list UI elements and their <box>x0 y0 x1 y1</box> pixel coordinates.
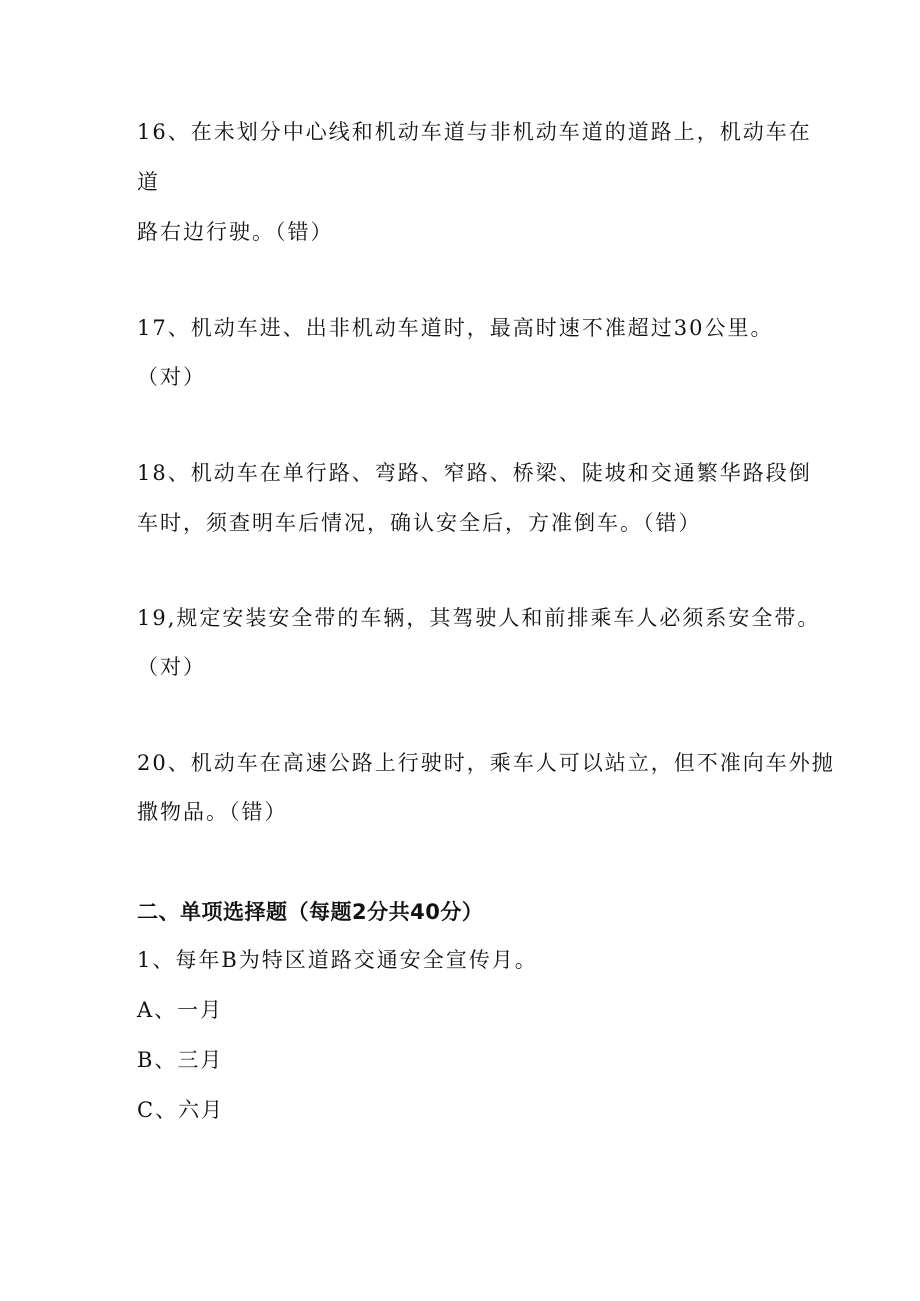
question-20-line-1: 20、机动车在高速公路上行驶时，乘车人可以站立，但不准向车外抛 <box>137 751 835 775</box>
question-20-line-2: 撒物品。（错） <box>137 800 288 824</box>
option-a: A、一月 <box>137 998 224 1022</box>
question-17-line-2: （对） <box>137 365 206 389</box>
choice-question-1: 1、每年B为特区道路交通安全宣传月。 <box>137 948 538 972</box>
question-16-line-1: 16、在未划分中心线和机动车道与非机动车道的道路上，机动车在 <box>137 120 812 144</box>
section-2-heading: 二、单项选择题（每题2分共40分） <box>137 900 484 924</box>
question-16-line-2: 道 <box>137 170 160 194</box>
question-19-line-1: 19,规定安装安全带的车辆，其驾驶人和前排乘车人必须系安全带。 <box>137 606 821 630</box>
option-b: B、三月 <box>137 1048 224 1072</box>
question-18-line-1: 18、机动车在单行路、弯路、窄路、桥梁、陡坡和交通繁华路段倒 <box>137 461 812 485</box>
question-19-line-2: （对） <box>137 655 206 679</box>
question-16-line-3: 路右边行驶。（错） <box>137 220 334 244</box>
question-17-line-1: 17、机动车进、出非机动车道时，最高时速不准超过30公里。 <box>137 316 774 340</box>
question-18-line-2: 车时，须查明车后情况，确认安全后，方准倒车。（错） <box>137 511 702 535</box>
option-c: C、六月 <box>137 1098 225 1122</box>
